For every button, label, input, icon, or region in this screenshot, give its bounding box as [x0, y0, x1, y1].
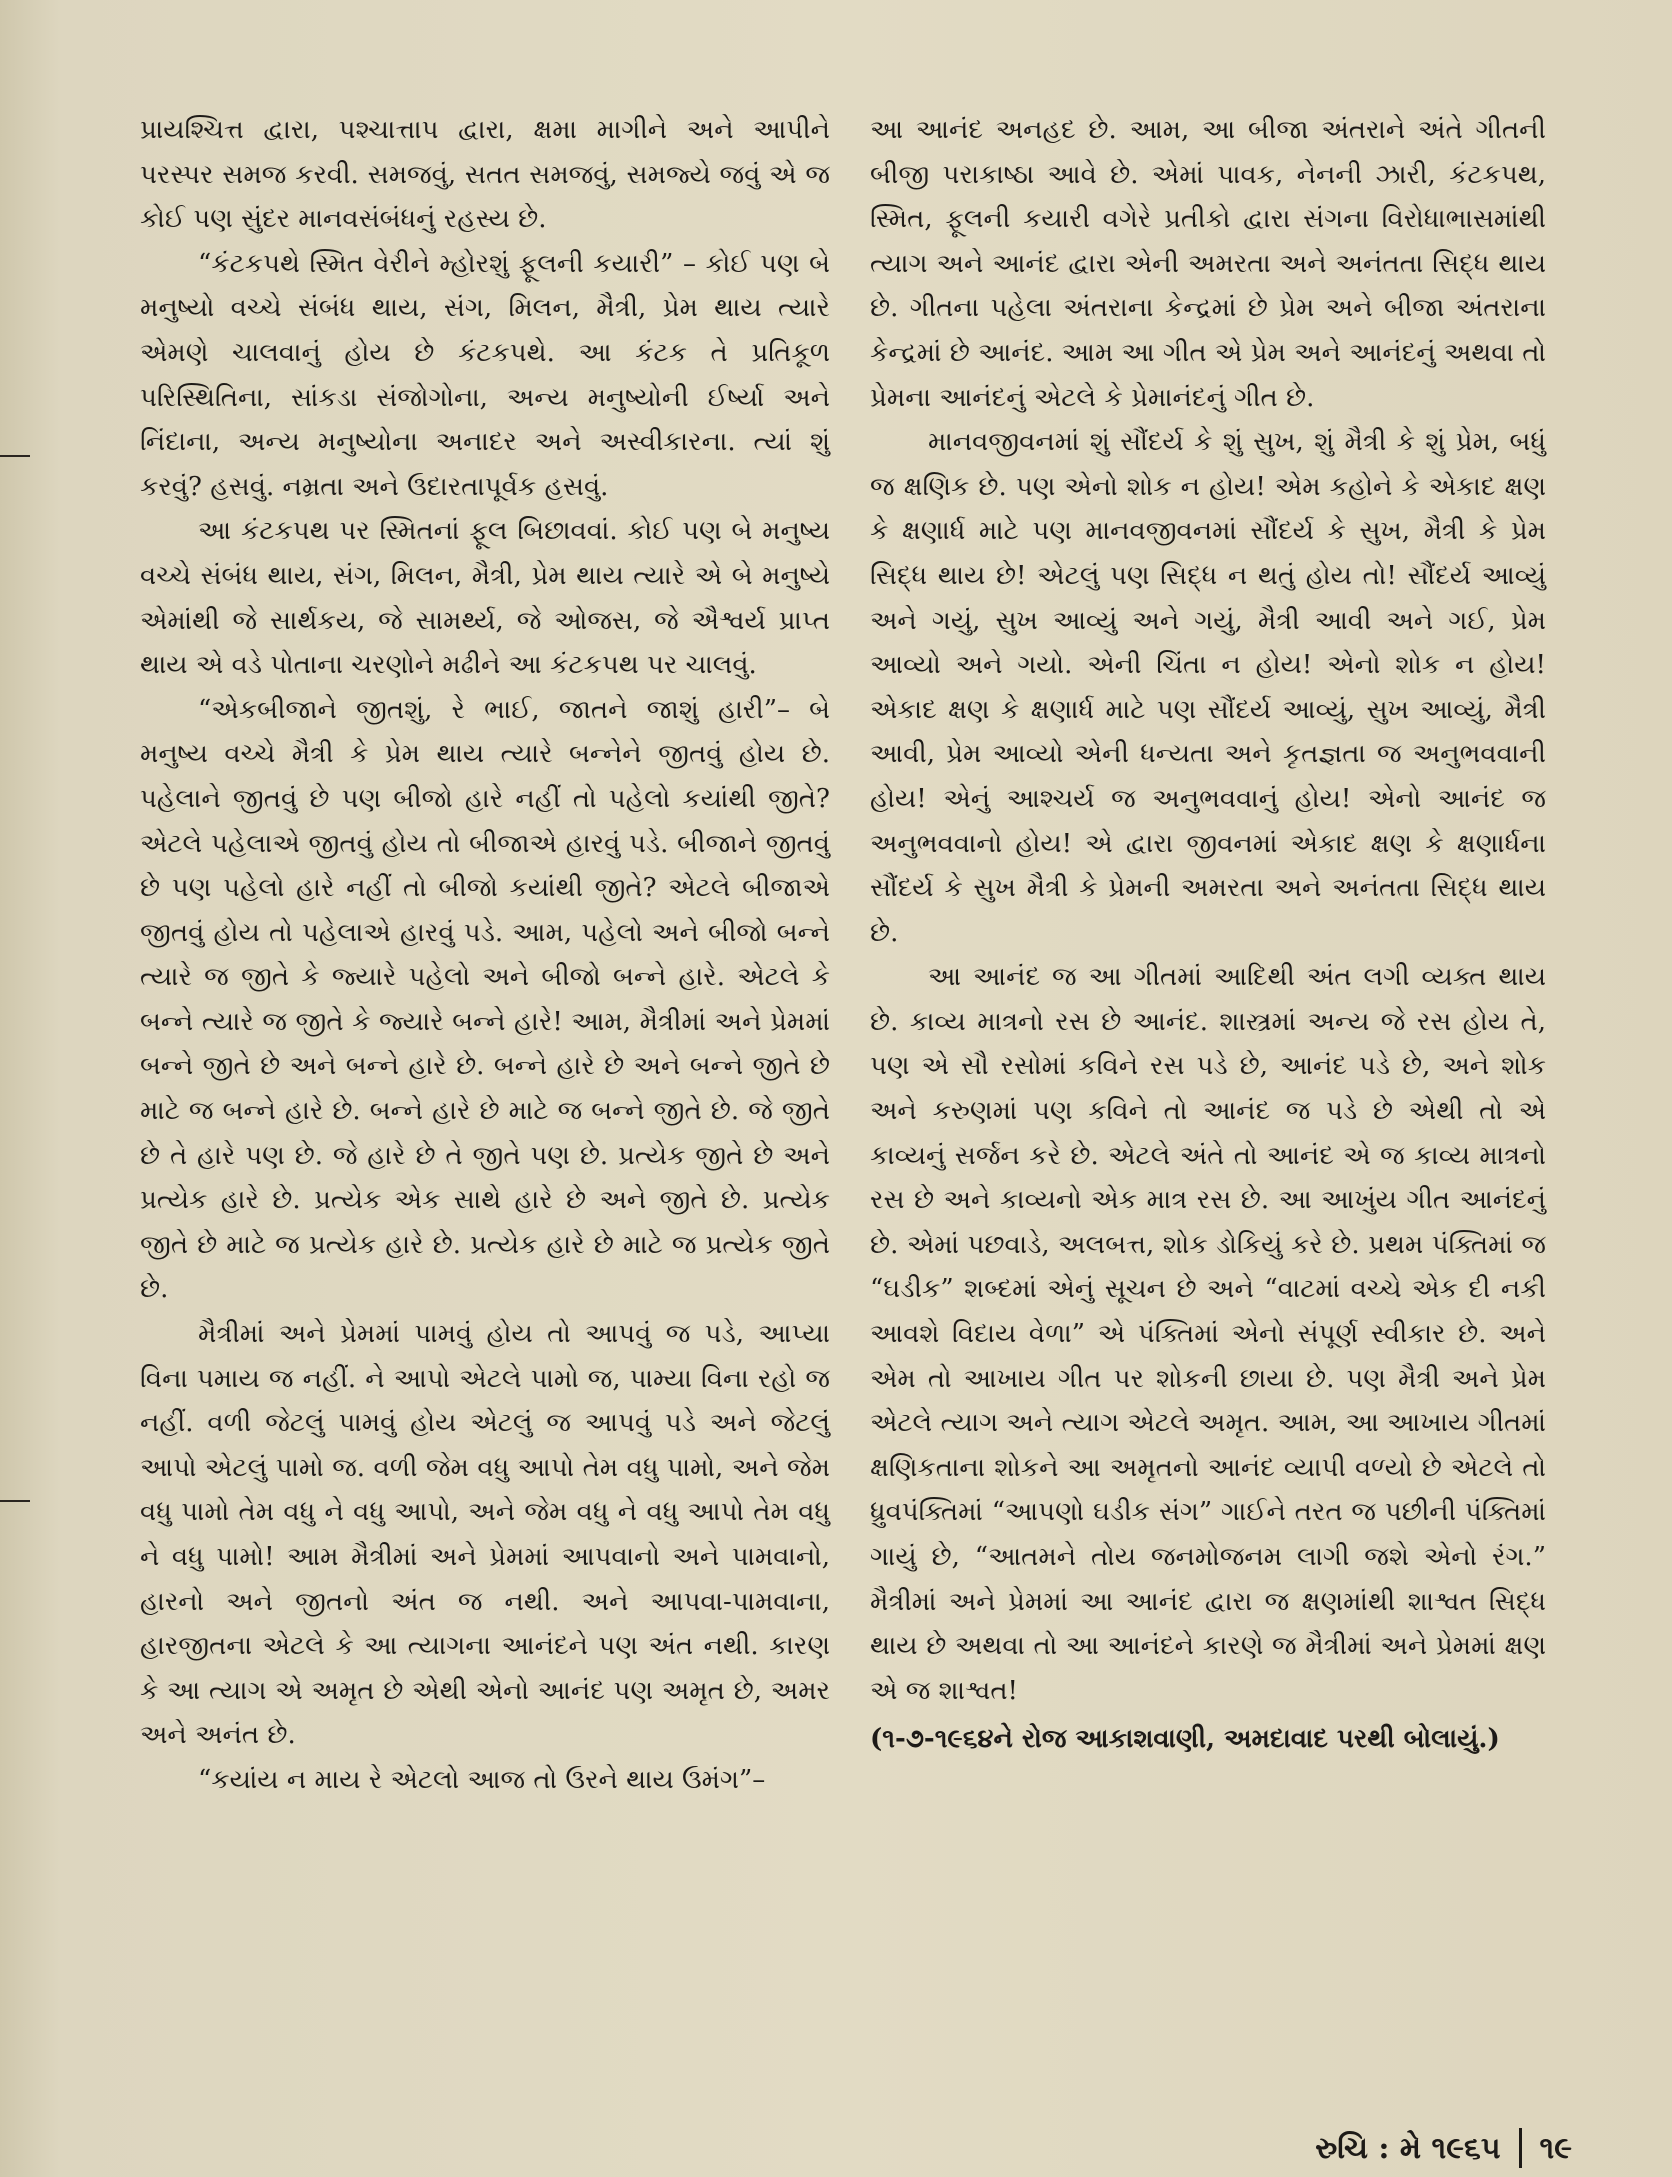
page-edge-mark: [0, 1500, 30, 1502]
page-footer: [1315, 2128, 1572, 2168]
paragraph: “એકબીજાને જીતશું, રે ભાઈ, જાતને જાશું હારી”– બે મનુષ્ય વચ્ચે મૈત્રી કે પ્રેમ થાય ત્યારે બન્નેને જીતવું હોય છે. પહેલાને જીતવું છે પણ બીજો હારે નહીં તો પહેલો કયાંથી જીતે? એટલે પહેલાએ જીતવું હોય તો બીજાએ હારવું પડે. બીજાને જીતવું છે પણ પહેલો હારે નહીં તો બીજો કયાંથી જીતે? એટલે બીજાએ જીતવું હોય તો પહેલાએ હારવું પડે. આમ, પહેલો અને બીજો બન્ને ત્યારે જ જીતે કે જ્યારે પહેલો અને બીજો બન્ને હારે. એટલે કે બન્ને ત્યારે જ જીતે કે જ્યારે બન્ને હારે! આમ, મૈત્રીમાં અને પ્રેમમાં બન્ને જીતે છે અને બન્ને હારે છે. બન્ને હારે છે અને બન્ને જીતે છે માટે જ બન્ને હારે છે. બન્ને હારે છે માટે જ બન્ને જીતે છે. જે જીતે છે તે હારે પણ છે. જે હારે છે તે જીતે પણ છે. પ્રત્યેક જીતે છે અને પ્રત્યેક હારે છે. પ્રત્યેક એક સાથે હારે છે અને જીતે છે. પ્રત્યેક જીતે છે માટે જ પ્રત્યેક હારે છે. પ્રત્યેક હારે છે માટે જ પ્રત્યેક જીતે છે.: [140, 694, 830, 1305]
paragraph: “કયાંય ન માય રે એટલો આજ તો ઉરને થાય ઉમંગ”–: [198, 1764, 766, 1795]
paragraph: આ કંટકપથ પર સ્મિતનાં ફૂલ બિછાવવાં. કોઈ પણ બે મનુષ્ય વચ્ચે સંબંધ થાય, સંગ, મિલન, મૈત્રી, પ્રેમ થાય ત્યારે એ બે મનુષ્યે એમાંથી જે સાર્થકય, જે સામર્થ્ય, જે ઓજસ, જે ઐશ્વર્ય પ્રાપ્ત થાય એ વડે પોતાના ચરણોને મઢીને આ કંટકપથ પર ચાલવું.: [140, 516, 830, 681]
right-column: [870, 108, 1546, 1762]
paragraph: માનવજીવનમાં શું સૌંદર્ય કે શું સુખ, શું મૈત્રી કે શું પ્રેમ, બધું જ ક્ષણિક છે. પણ એનો શોક ન હોય! એમ કહોને કે એકાદ ક્ષણ કે ક્ષણાર્ધ માટે પણ માનવજીવનમાં સૌંદર્ય કે સુખ, મૈત્રી કે પ્રેમ સિદ્ધ થાય છે! એટલું પણ સિદ્ધ ન થતું હોય તો! સૌંદર્ય આવ્યું અને ગયું, સુખ આવ્યું અને ગયું, મૈત્રી આવી અને ગઈ, પ્રેમ આવ્યો અને ગયો. એની ચિંતા ન હોય! એનો શોક ન હોય! એકાદ ક્ષણ કે ક્ષણાર્ધ માટે પણ સૌંદર્ય આવ્યું, સુખ આવ્યું, મૈત્રી આવી, પ્રેમ આવ્યો એની ધન્યતા અને કૃતજ્ઞતા જ અનુભવવાની હોય! એનું આશ્ચર્ય જ અનુભવવાનું હોય! એનો આનંદ જ અનુભવવાનો હોય! એ દ્વારા જીવનમાં એકાદ ક્ષણ કે ક્ષણાર્ધના સૌંદર્ય કે સુખ મૈત્રી કે પ્રેમની અમરતા અને અનંતતા સિદ્ધ થાય છે.: [870, 427, 1546, 948]
paragraph: “કંટકપથે સ્મિત વેરીને મ્હોરશું ફૂલની કયારી” – કોઈ પણ બે મનુષ્યો વચ્ચે સંબંધ થાય, સંગ, મિલન, મૈત્રી, પ્રેમ થાય ત્યારે એમણે ચાલવાનું હોય છે કંટકપથે. આ કંટક તે પ્રતિકૂળ પરિસ્થિતિના, સાંકડા સંજોગોના, અન્ય મનુષ્યોની ઈર્ષ્યા અને નિંદાના, અન્ય મનુષ્યોના અનાદર અને અસ્વીકારના. ત્યાં શું કરવું? હસવું. નમ્રતા અને ઉદારતાપૂર્વક હસવું.: [140, 248, 830, 502]
broadcast-credit: (૧-૭-૧૯૬૪ને રોજ આકાશવાણી, અમદાવાદ પરથી બોલાયું.): [870, 1724, 1500, 1755]
paragraph: આ આનંદ અનહદ છે. આમ, આ બીજા અંતરાને અંતે ગીતની બીજી પરાકાષ્ઠા આવે છે. એમાં પાવક, નેનની ઝારી, કંટકપથ, સ્મિત, ફૂલની કયારી વગેરે પ્રતીકો દ્વારા સંગના વિરોધાભાસમાંથી ત્યાગ અને આનંદ દ્વારા એની અમરતા અને અનંતતા સિદ્ધ થાય છે. ગીતના પહેલા અંતરાના કેન્દ્રમાં છે પ્રેમ અને બીજા અંતરાના કેન્દ્રમાં છે આનંદ. આમ આ ગીત એ પ્રેમ અને આનંદનું અથવા તો પ્રેમના આનંદનું એટલે કે પ્રેમાનંદનું ગીત છે.: [870, 115, 1546, 413]
left-column: [140, 108, 830, 1803]
paragraph: મૈત્રીમાં અને પ્રેમમાં પામવું હોય તો આપવું જ પડે, આપ્યા વિના પમાય જ નહીં. ને આપો એટલે પામો જ, પામ્યા વિના રહો જ નહીં. વળી જેટલું પામવું હોય એટલું જ આપવું પડે અને જેટલું આપો એટલું પામો જ. વળી જેમ વધુ આપો તેમ વધુ પામો, અને જેમ વધુ પામો તેમ વધુ ને વધુ આપો, અને જેમ વધુ ને વધુ આપો તેમ વધુ ને વધુ પામો! આમ મૈત્રીમાં અને પ્રેમમાં આપવાનો અને પામવાનો, હારનો અને જીતનો અંત જ નથી. અને આપવા-પામવાના, હારજીતના એટલે કે આ ત્યાગના આનંદને પણ અંત નથી. કારણ કે આ ત્યાગ એ અમૃત છે એથી એનો આનંદ પણ અમૃત છે, અમર અને અનંત છે.: [140, 1319, 830, 1751]
page-number: ૧૯: [1539, 2130, 1572, 2166]
paragraph: પ્રાયશ્ચિત્ત દ્વારા, પશ્ચાત્તાપ દ્વારા, ક્ષમા માગીને અને આપીને પરસ્પર સમજ કરવી. સમજવું, સતત સમજવું, સમજ્યે જવું એ જ કોઈ પણ સુંદર માનવસંબંધનું રહસ્ય છે.: [140, 115, 830, 235]
page-edge-mark: [0, 455, 30, 457]
footer-divider: [1519, 2128, 1522, 2168]
publication-issue: રુચિ : મે ૧૯૬૫: [1315, 2130, 1501, 2166]
paragraph: આ આનંદ જ આ ગીતમાં આદિથી અંત લગી વ્યક્ત થાય છે. કાવ્ય માત્રનો રસ છે આનંદ. શાસ્ત્રમાં અન્ય જે રસ હોય તે, પણ એ સૌ રસોમાં કવિને રસ પડે છે, આનંદ પડે છે, અને શોક અને કરુણમાં પણ કવિને તો આનંદ જ પડે છે એથી તો એ કાવ્યનું સર્જન કરે છે. એટલે અંતે તો આનંદ એ જ કાવ્ય માત્રનો રસ છે અને કાવ્યનો એક માત્ર રસ છે. આ આખુંય ગીત આનંદનું છે. એમાં પછવાડે, અલબત્ત, શોક ડોકિયું કરે છે. પ્રથમ પંક્તિમાં જ “ઘડીક” શબ્દમાં એનું સૂચન છે અને “વાટમાં વચ્ચે એક દી નકી આવશે વિદાય વેળા” એ પંક્તિમાં એનો સંપૂર્ણ સ્વીકાર છે. અને એમ તો આખાય ગીત પર શોકની છાયા છે. પણ મૈત્રી અને પ્રેમ એટલે ત્યાગ અને ત્યાગ એટલે અમૃત. આમ, આ આખાય ગીતમાં ક્ષણિકતાના શોકને આ અમૃતનો આનંદ વ્યાપી વળ્યો છે એટલે તો ધ્રુવપંક્તિમાં “આપણો ઘડીક સંગ” ગાઈને તરત જ પછીની પંક્તિમાં ગાયું છે, “આતમને તોય જનમોજનમ લાગી જશે એનો રંગ.” મૈત્રીમાં અને પ્રેમમાં આ આનંદ દ્વારા જ ક્ષણમાંથી શાશ્વત સિદ્ધ થાય છે અથવા તો આ આનંદને કારણે જ મૈત્રીમાં અને પ્રેમમાં ક્ષણ એ જ શાશ્વત!: [870, 962, 1546, 1706]
